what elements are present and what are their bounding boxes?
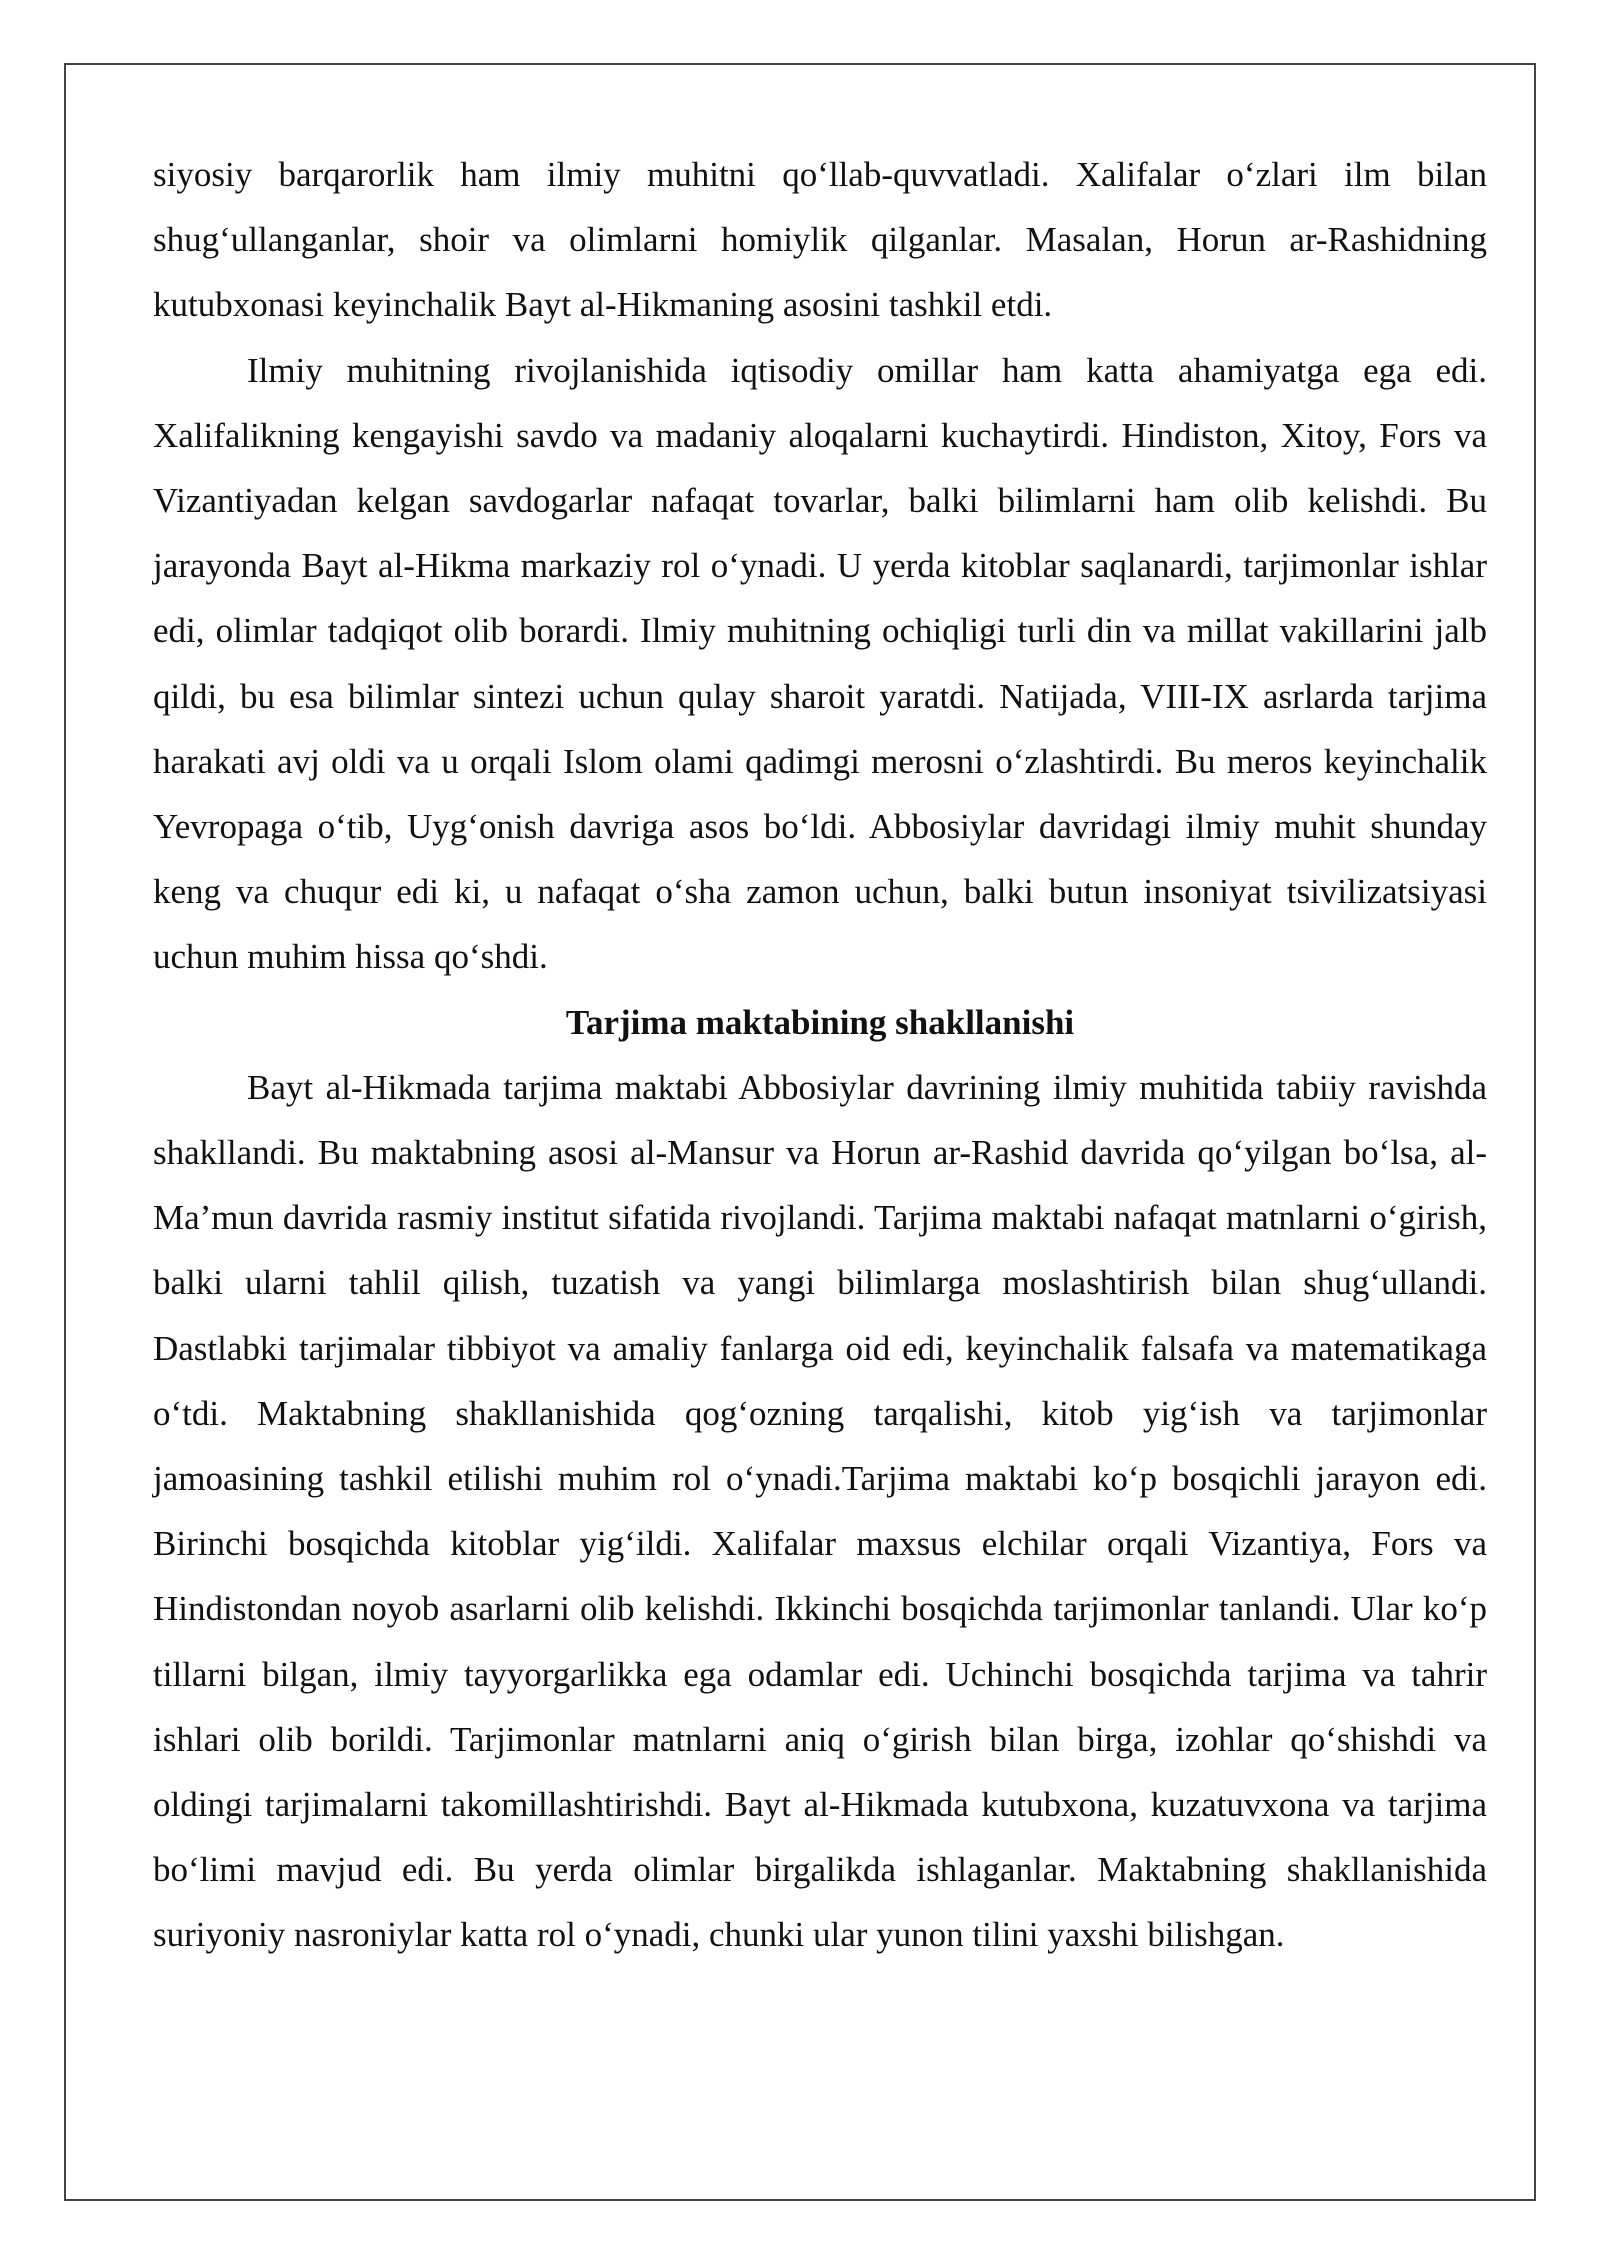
document-body [153,142,1487,1968]
paragraph-1: siyosiy barqarorlik ham ilmiy muhitni qo‘llab-quvvatladi. Xalifalar o‘zlari ilm bilan shug‘ullanganlar, shoir va olimlarni homiylik qilganlar. Masalan, Horun ar-Rashidning kutubxonasi keyinchalik Bayt al-Hikmaning asosini tashkil etdi. [153,155,1487,325]
paragraph-2: Ilmiy muhitning rivojlanishida iqtisodiy omillar ham katta ahamiyatga ega edi. Xalifalikning kengayishi savdo va madaniy aloqalarni kuchaytirdi. Hindiston, Xitoy, Fors va Vizantiyadan kelgan savdogarlar nafaqat tovarlar, balki bilimlarni ham olib kelishdi. Bu jarayonda Bayt al-Hikma markaziy rol o‘ynadi. U yerda kitoblar saqlanardi, tarjimonlar ishlar edi, olimlar tadqiqot olib borardi. Ilmiy muhitning ochiqligi turli din va millat vakillarini jalb qildi, bu esa bilimlar sintezi uchun qulay sharoit yaratdi. Natijada, VIII-IX asrlarda tarjima harakati avj oldi va u orqali Islom olami qadimgi merosni o‘zlashtirdi. Bu meros keyinchalik Yevropaga o‘tib, Uyg‘onish davriga asos bo‘ldi. Abbosiylar davridagi ilmiy muhit shunday keng va chuqur edi ki, u nafaqat o‘sha zamon uchun, balki butun insoniyat tsivilizatsiyasi uchun muhim hissa qo‘shdi. [153,350,1487,977]
paragraph-3: Bayt al-Hikmada tarjima maktabi Abbosiylar davrining ilmiy muhitida tabiiy ravishda shakllandi. Bu maktabning asosi al-Mansur va Horun ar-Rashid davrida qo‘yilgan bo‘lsa, al-Ma’mun davrida rasmiy institut sifatida rivojlandi. Tarjima maktabi nafaqat matnlarni o‘girish, balki ularni tahlil qilish, tuzatish va yangi bilimlarga moslashtirish bilan shug‘ullandi. Dastlabki tarjimalar tibbiyot va amaliy fanlarga oid edi, keyinchalik falsafa va matematikaga o‘tdi. Maktabning shakllanishida qog‘ozning tarqalishi, kitob yig‘ish va tarjimonlar jamoasining tashkil etilishi muhim rol o‘ynadi.Tarjima maktabi ko‘p bosqichli jarayon edi. Birinchi bosqichda kitoblar yig‘ildi. Xalifalar maxsus elchilar orqali Vizantiya, Fors va Hindistondan noyob asarlarni olib kelishdi. Ikkinchi bosqichda tarjimonlar tanlandi. Ular ko‘p tillarni bilgan, ilmiy tayyorgarlikka ega odamlar edi. Uchinchi bosqichda tarjima va tahrir ishlari olib borildi. Tarjimonlar matnlarni aniq o‘girish bilan birga, izohlar qo‘shishdi va oldingi tarjimalarni takomillashtirishdi. Bayt al-Hikmada kutubxona, kuzatuvxona va tarjima bo‘limi mavjud edi. Bu yerda olimlar birgalikda ishlaganlar. Maktabning shakllanishida suriyoniy nasroniylar katta rol o‘ynadi, chunki ular yunon tilini yaxshi bilishgan. [153,1067,1487,1955]
section-heading: Tarjima maktabining shakllanishi [565,1002,1075,1042]
